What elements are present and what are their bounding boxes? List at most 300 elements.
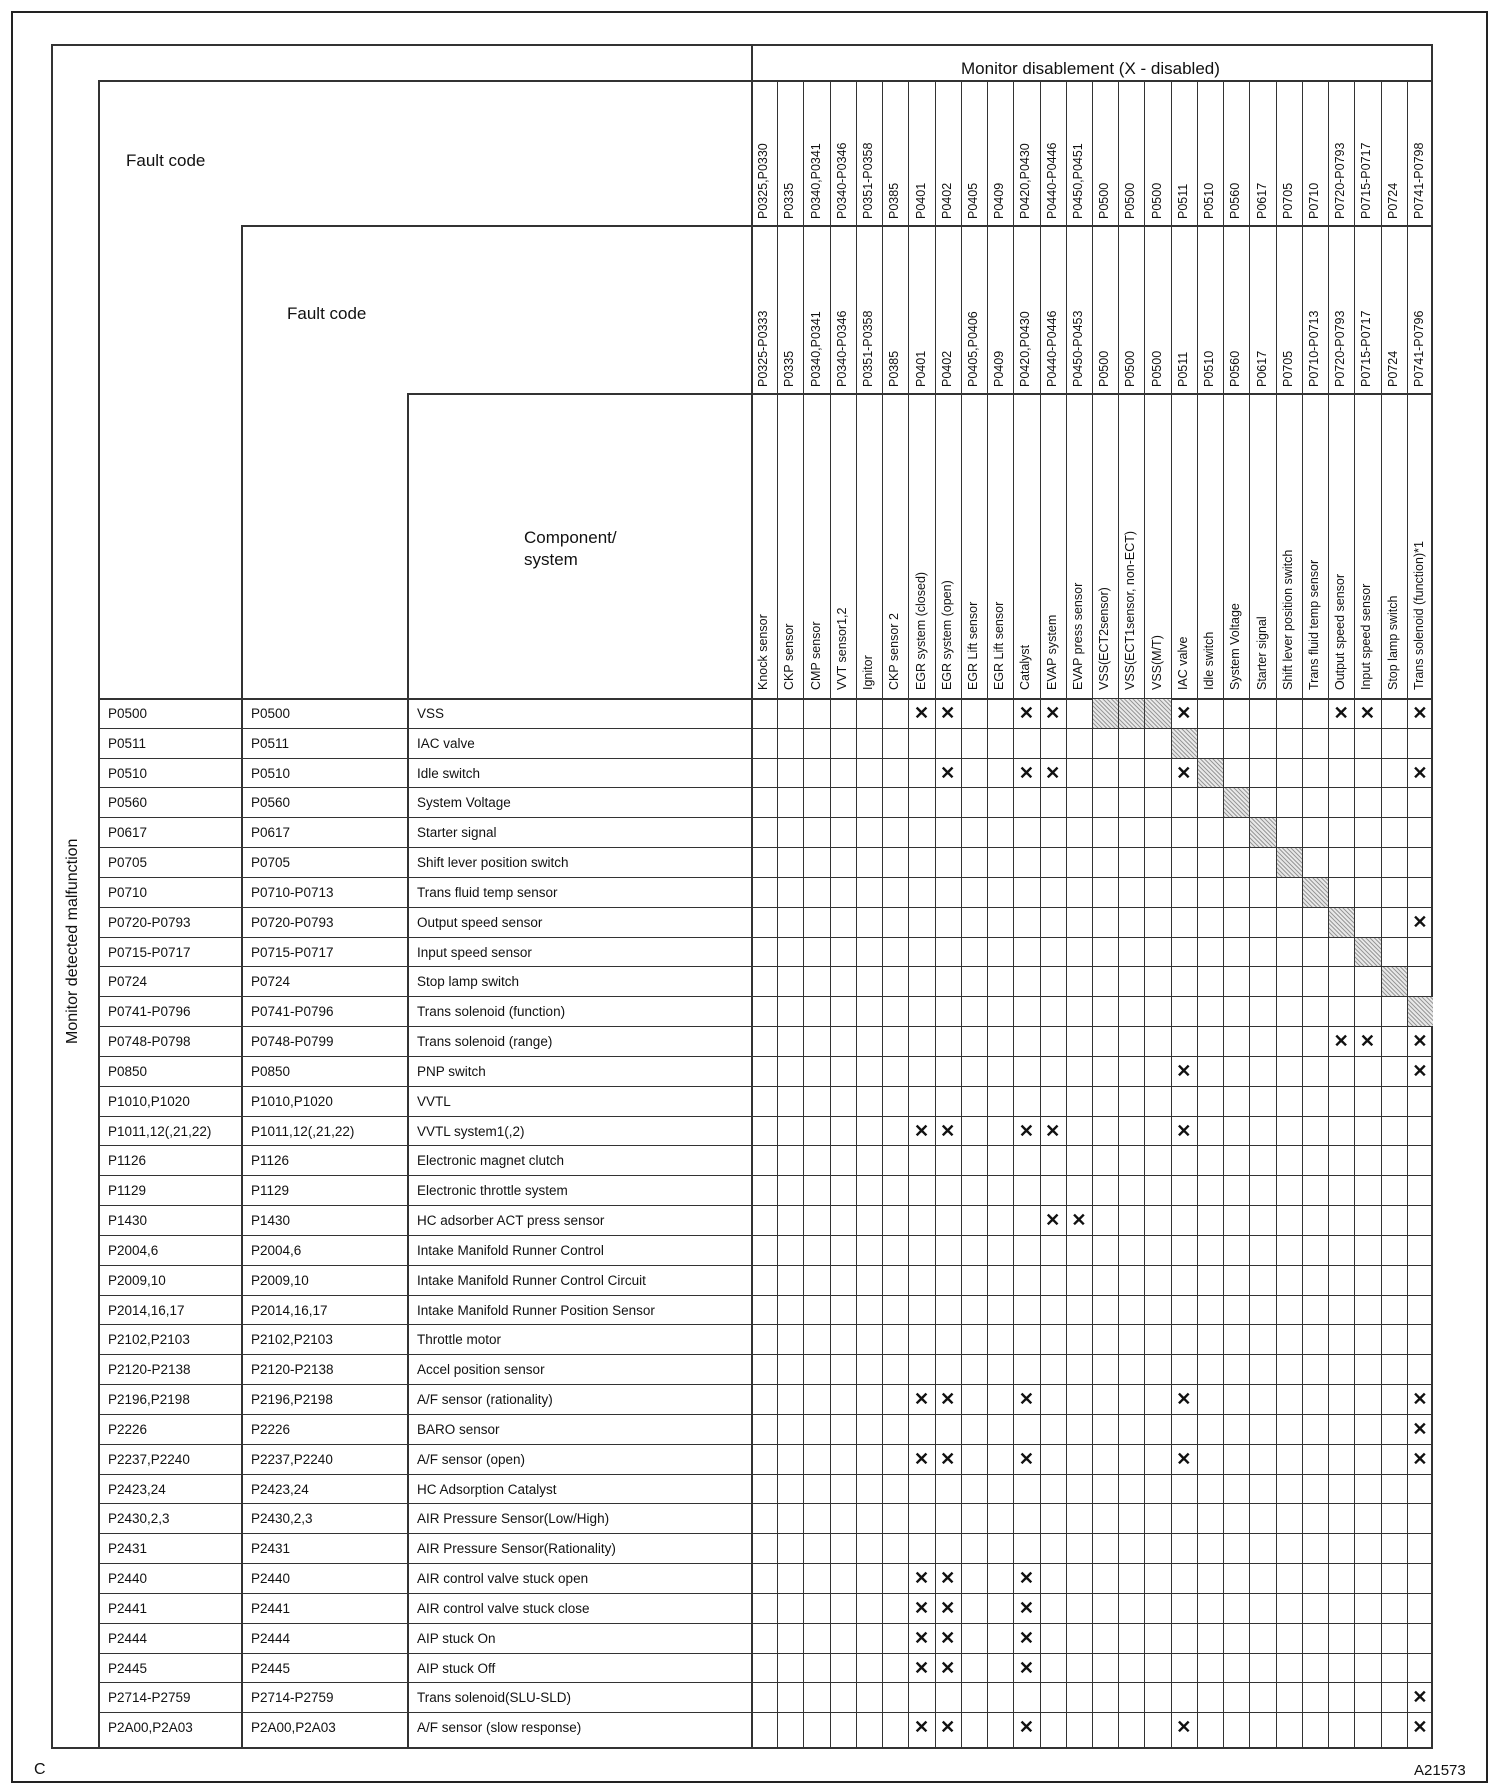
disabled-x-mark: ✕ [1176, 703, 1192, 723]
monitor-column-divider [1118, 80, 1119, 1749]
row-divider [98, 877, 1433, 878]
disabled-x-mark: ✕ [1176, 1448, 1192, 1469]
column-code-mid: P0325-P0333 [756, 310, 771, 387]
row-divider [98, 966, 1433, 967]
column-code-mid: P0385 [887, 350, 902, 387]
table-border-bottom [51, 1747, 1433, 1749]
disabled-x-mark: ✕ [1176, 1717, 1192, 1738]
column-code-top: P0741-P0798 [1411, 142, 1426, 219]
row-fault-code-2: P2430,2,3 [251, 1511, 313, 1527]
row-fault-code-1: P2120-P2138 [108, 1362, 191, 1378]
column-code-top: P0510 [1202, 182, 1217, 219]
row-component: Intake Manifold Runner Control [417, 1242, 604, 1258]
disabled-x-mark: ✕ [1018, 703, 1034, 723]
row-component: VSS [417, 706, 445, 721]
row-fault-code-2: P0617 [251, 825, 291, 841]
monitor-column-divider [961, 80, 962, 1749]
monitor-column-divider [935, 80, 936, 1749]
divider-component-left [407, 393, 409, 1749]
disabled-x-mark: ✕ [1412, 703, 1428, 723]
row-fault-code-2: P2120-P2138 [251, 1362, 334, 1378]
row-divider [98, 1086, 1433, 1087]
row-fault-code-2: P2004,6 [251, 1242, 302, 1258]
row-component: AIR control valve stuck close [417, 1600, 590, 1616]
row-divider [98, 728, 1433, 729]
column-code-mid: P0340,P0341 [808, 311, 823, 387]
column-code-mid: P0715-P0717 [1359, 310, 1374, 387]
self-monitor-cell [1382, 967, 1407, 996]
monitor-column-divider [1276, 80, 1277, 1749]
row-component: System Voltage [417, 795, 511, 811]
column-code-top: P0617 [1254, 182, 1269, 219]
row-fault-code-1: P2444 [108, 1630, 148, 1646]
row-fault-code-1: P2226 [108, 1421, 148, 1437]
monitor-disablement-table [51, 44, 1433, 1749]
row-component: Electronic throttle system [417, 1183, 568, 1199]
row-fault-code-1: P0510 [108, 765, 148, 781]
table-border-top [51, 44, 1433, 46]
row-divider [98, 1682, 1433, 1683]
row-divider [98, 1295, 1433, 1296]
row-component: Stop lamp switch [417, 974, 520, 990]
disabled-x-mark: ✕ [940, 762, 956, 783]
row-fault-code-1: P2440 [108, 1571, 148, 1587]
column-code-top: P0705 [1280, 182, 1295, 219]
row-divider [98, 1116, 1433, 1117]
disabled-x-mark: ✕ [1045, 762, 1061, 783]
row-divider [98, 758, 1433, 759]
disabled-x-mark: ✕ [1412, 1060, 1428, 1081]
column-component: EGR Lift sensor [965, 601, 980, 690]
row-divider [98, 1145, 1433, 1146]
disabled-x-mark: ✕ [1412, 1687, 1428, 1708]
row-component: Shift lever position switch [417, 855, 569, 871]
column-component: IAC valve [1175, 636, 1190, 690]
column-code-top: P0335 [782, 182, 797, 219]
disabled-x-mark: ✕ [1018, 1389, 1034, 1410]
self-monitor-cell [1408, 997, 1433, 1026]
row-fault-code-1: P2004,6 [108, 1242, 159, 1258]
self-monitor-cell [1198, 759, 1223, 788]
row-component: Accel position sensor [417, 1362, 545, 1378]
column-code-mid: P0340-P0346 [834, 310, 849, 387]
monitor-column-divider [1381, 80, 1382, 1749]
monitor-column-divider [1040, 80, 1041, 1749]
row-fault-code-1: P0511 [108, 735, 147, 751]
row-component: Intake Manifold Runner Control Circuit [417, 1272, 646, 1288]
row-component: VVTL system1(,2) [417, 1123, 525, 1139]
column-component: EVAP system [1044, 614, 1059, 690]
monitor-column-divider [882, 80, 883, 1749]
row-fault-code-1: P0617 [108, 825, 148, 841]
row-divider [98, 1354, 1433, 1355]
row-component: AIP stuck Off [417, 1660, 496, 1676]
row-fault-code-1: P0724 [108, 974, 148, 990]
disabled-x-mark: ✕ [1018, 1657, 1034, 1678]
column-code-mid: P0409 [992, 350, 1007, 387]
row-fault-code-2: P2014,16,17 [251, 1302, 328, 1318]
row-divider [98, 1205, 1433, 1206]
disabled-x-mark: ✕ [1045, 1120, 1061, 1141]
component-system-header: Component/ system [524, 528, 617, 570]
column-code-top: P0715-P0717 [1359, 142, 1374, 219]
column-code-top: P0385 [887, 182, 902, 219]
disabled-x-mark: ✕ [1412, 1418, 1428, 1439]
row-fault-code-1: P2196,P2198 [108, 1392, 190, 1408]
row-component: Trans fluid temp sensor [417, 884, 558, 900]
row-fault-code-1: P0850 [108, 1063, 148, 1079]
row-fault-code-2: P0715-P0717 [251, 944, 334, 960]
row-fault-code-2: P0500 [251, 706, 291, 721]
row-fault-code-1: P1126 [108, 1153, 147, 1169]
row-component: A/F sensor (slow response) [417, 1720, 582, 1736]
divider-inner-left [98, 80, 100, 1749]
column-code-mid: P0560 [1228, 350, 1243, 387]
column-code-top: P0325,P0330 [756, 143, 771, 219]
row-divider [98, 1474, 1433, 1475]
disabled-x-mark: ✕ [940, 1657, 956, 1678]
monitor-column-divider [1249, 80, 1250, 1749]
disabled-x-mark: ✕ [1333, 703, 1349, 723]
row-fault-code-1: P2430,2,3 [108, 1511, 170, 1527]
column-component: VSS(ECT2sensor) [1097, 587, 1112, 690]
disabled-x-mark: ✕ [1018, 1120, 1034, 1141]
row-component: PNP switch [417, 1063, 486, 1079]
divider-monitor-left [751, 44, 753, 1749]
row-component: AIP stuck On [417, 1630, 496, 1646]
row-divider [98, 1265, 1433, 1266]
self-monitor-cell [1303, 878, 1328, 907]
disabled-x-mark: ✕ [1045, 1210, 1061, 1231]
column-component: CMP sensor [808, 621, 823, 690]
disabled-x-mark: ✕ [1071, 1210, 1087, 1231]
column-code-mid: P0500 [1149, 350, 1164, 387]
row-component: Idle switch [417, 765, 481, 781]
disabled-x-mark: ✕ [1412, 1389, 1428, 1410]
monitor-column-divider [803, 80, 804, 1749]
monitor-column-divider [1354, 80, 1355, 1749]
column-code-top: P0710 [1306, 182, 1321, 219]
row-divider [98, 1414, 1433, 1415]
row-component: HC Adsorption Catalyst [417, 1481, 557, 1497]
column-component: Output speed sensor [1333, 573, 1348, 690]
row-fault-code-2: P0724 [251, 974, 291, 990]
column-component: EVAP press sensor [1070, 582, 1085, 690]
table-border-right [1431, 44, 1433, 1749]
row-fault-code-2: P1126 [251, 1153, 290, 1169]
row-divider [98, 1712, 1433, 1713]
monitor-column-divider [1197, 80, 1198, 1749]
column-code-mid: P0420,P0430 [1018, 311, 1033, 387]
column-component: Knock sensor [756, 614, 771, 690]
monitor-detected-malfunction-label: Monitor detected malfunction [64, 838, 81, 1044]
row-divider [98, 1444, 1433, 1445]
row-component: Input speed sensor [417, 944, 532, 960]
column-code-mid: P0405,P0406 [965, 311, 980, 387]
divider-data-top [98, 698, 1433, 700]
row-component: A/F sensor (rationality) [417, 1392, 553, 1408]
row-component: AIR Pressure Sensor(Low/High) [417, 1511, 610, 1527]
row-component: Trans solenoid (range) [417, 1034, 553, 1050]
column-component: VSS(ECT1sensor, non-ECT) [1123, 530, 1138, 690]
row-fault-code-1: P0560 [108, 795, 148, 811]
column-code-top: P0724 [1385, 182, 1400, 219]
row-divider [98, 937, 1433, 938]
row-fault-code-1: P2714-P2759 [108, 1690, 191, 1706]
row-fault-code-2: P1011,12(,21,22) [251, 1123, 355, 1139]
row-divider [98, 907, 1433, 908]
self-monitor-cell [1093, 699, 1118, 728]
column-code-top: P0340-P0346 [834, 142, 849, 219]
disabled-x-mark: ✕ [1018, 1597, 1034, 1618]
row-fault-code-2: P0560 [251, 795, 291, 811]
divider-header-top [98, 80, 1433, 82]
column-code-top: P0401 [913, 182, 928, 219]
row-component: BARO sensor [417, 1421, 500, 1437]
figure-id-right: A21573 [1414, 1762, 1466, 1779]
row-fault-code-1: P2237,P2240 [108, 1451, 190, 1467]
row-fault-code-2: P2444 [251, 1630, 291, 1646]
monitor-column-divider [1302, 80, 1303, 1749]
column-code-mid: P0500 [1123, 350, 1138, 387]
row-fault-code-2: P2196,P2198 [251, 1392, 333, 1408]
self-monitor-cell [1277, 848, 1302, 877]
column-component: CKP sensor [782, 623, 797, 690]
disabled-x-mark: ✕ [913, 1120, 930, 1141]
column-code-mid: P0617 [1254, 350, 1269, 387]
row-fault-code-2: P2440 [251, 1571, 291, 1587]
column-code-mid: P0440-P0446 [1044, 310, 1059, 387]
row-divider [98, 1235, 1433, 1236]
column-code-mid: P0351-P0358 [861, 310, 876, 387]
disabled-x-mark: ✕ [1176, 762, 1192, 783]
column-component: Input speed sensor [1359, 583, 1374, 690]
row-component: Trans solenoid(SLU-SLD) [417, 1690, 572, 1706]
row-divider [98, 847, 1433, 848]
row-fault-code-1: P2009,10 [108, 1272, 166, 1288]
row-component: Throttle motor [417, 1332, 502, 1348]
disabled-x-mark: ✕ [1176, 1120, 1192, 1141]
disabled-x-mark: ✕ [913, 1627, 930, 1648]
row-fault-code-2: P2102,P2103 [251, 1332, 333, 1348]
disabled-x-mark: ✕ [940, 1597, 956, 1618]
column-component: EGR Lift sensor [992, 601, 1007, 690]
disabled-x-mark: ✕ [1018, 1568, 1034, 1589]
column-code-mid: P0705 [1280, 350, 1295, 387]
row-divider [98, 1593, 1433, 1594]
row-divider [98, 996, 1433, 997]
disabled-x-mark: ✕ [913, 1597, 930, 1618]
disabled-x-mark: ✕ [940, 1568, 956, 1589]
disabled-x-mark: ✕ [913, 1717, 930, 1738]
column-component: VSS(M/T) [1149, 635, 1164, 690]
column-component: Trans fluid temp sensor [1306, 559, 1321, 690]
column-component: Idle switch [1202, 631, 1217, 690]
row-fault-code-1: P0705 [108, 855, 148, 871]
disabled-x-mark: ✕ [1018, 1448, 1034, 1469]
disabled-x-mark: ✕ [1359, 703, 1375, 723]
monitor-disablement-title: Monitor disablement (X - disabled) [961, 59, 1220, 78]
disabled-x-mark: ✕ [940, 1389, 956, 1410]
row-fault-code-1: P0720-P0793 [108, 914, 191, 930]
row-fault-code-1: P2441 [108, 1600, 148, 1616]
row-fault-code-1: P1011,12(,21,22) [108, 1123, 212, 1139]
row-fault-code-2: P0850 [251, 1063, 291, 1079]
row-fault-code-1: P1430 [108, 1213, 148, 1229]
disabled-x-mark: ✕ [1045, 703, 1061, 723]
disabled-x-mark: ✕ [940, 1448, 956, 1469]
row-fault-code-2: P0705 [251, 855, 291, 871]
row-fault-code-2: P0720-P0793 [251, 914, 334, 930]
column-code-top: P0405 [965, 182, 980, 219]
figure-label-left: C [34, 1761, 46, 1778]
self-monitor-cell [1172, 729, 1197, 758]
column-component: EGR system (closed) [913, 571, 928, 690]
row-fault-code-2: P0510 [251, 765, 291, 781]
row-fault-code-1: P2423,24 [108, 1481, 166, 1497]
monitor-column-divider [1013, 80, 1014, 1749]
row-fault-code-2: P2A00,P2A03 [251, 1720, 336, 1736]
row-component: Trans solenoid (function) [417, 1004, 566, 1020]
column-component: System Voltage [1228, 603, 1243, 690]
row-fault-code-2: P2441 [251, 1600, 291, 1616]
row-fault-code-1: P0710 [108, 884, 148, 900]
row-fault-code-1: P2445 [108, 1660, 148, 1676]
row-fault-code-1: P1129 [108, 1183, 147, 1199]
column-code-top: P0440-P0446 [1044, 142, 1059, 219]
disabled-x-mark: ✕ [940, 1627, 956, 1648]
column-code-top: P0720-P0793 [1333, 142, 1348, 219]
row-fault-code-1: P0500 [108, 706, 148, 721]
column-code-top: P0500 [1149, 182, 1164, 219]
column-code-mid: P0450-P0453 [1070, 310, 1085, 387]
row-divider [98, 1175, 1433, 1176]
row-component: Electronic magnet clutch [417, 1153, 565, 1169]
disabled-x-mark: ✕ [913, 1568, 930, 1589]
row-component: AIR control valve stuck open [417, 1571, 589, 1587]
self-monitor-cell [1145, 699, 1170, 728]
disabled-x-mark: ✕ [913, 1389, 930, 1410]
disabled-x-mark: ✕ [940, 1717, 956, 1738]
row-fault-code-1: P0741-P0796 [108, 1004, 191, 1020]
column-component: EGR system (open) [939, 580, 954, 690]
row-fault-code-2: P2431 [251, 1541, 291, 1557]
column-component: Catalyst [1018, 644, 1033, 690]
row-divider [98, 1384, 1433, 1385]
row-fault-code-1: P0715-P0717 [108, 944, 191, 960]
divider-row3-top [407, 393, 1433, 395]
column-code-top: P0560 [1228, 182, 1243, 219]
monitor-column-divider [856, 80, 857, 1749]
self-monitor-cell [1329, 908, 1354, 937]
row-divider [98, 1563, 1433, 1564]
disabled-x-mark: ✕ [1176, 1060, 1192, 1081]
fault-code-header-top: Fault code [126, 151, 206, 170]
disabled-x-mark: ✕ [913, 1448, 930, 1469]
disabled-x-mark: ✕ [913, 1657, 930, 1678]
disabled-x-mark: ✕ [1359, 1031, 1375, 1052]
row-fault-code-2: P2423,24 [251, 1481, 309, 1497]
row-fault-code-2: P2445 [251, 1660, 291, 1676]
row-component: VVTL [417, 1093, 451, 1109]
column-component: Stop lamp switch [1385, 595, 1400, 690]
column-code-mid: P0402 [939, 350, 954, 387]
disabled-x-mark: ✕ [1412, 1448, 1428, 1469]
row-divider [98, 1623, 1433, 1624]
column-component: Shift lever position switch [1280, 549, 1295, 690]
row-fault-code-2: P2009,10 [251, 1272, 309, 1288]
row-component: Starter signal [417, 825, 497, 841]
monitor-column-divider [908, 80, 909, 1749]
row-divider [98, 817, 1433, 818]
row-divider [98, 1324, 1433, 1325]
row-fault-code-1: P0748-P0798 [108, 1034, 191, 1050]
disabled-x-mark: ✕ [1018, 1717, 1034, 1738]
column-code-mid: P0335 [782, 350, 797, 387]
column-code-mid: P0511 [1175, 351, 1190, 387]
column-component: VVT sensor1,2 [834, 607, 849, 690]
monitor-column-divider [777, 80, 778, 1749]
row-divider [98, 1533, 1433, 1534]
row-component: Intake Manifold Runner Position Sensor [417, 1302, 655, 1318]
column-component: Trans solenoid (function)*1 [1411, 541, 1426, 690]
column-component: CKP sensor 2 [887, 613, 902, 690]
row-fault-code-2: P1430 [251, 1213, 291, 1229]
self-monitor-cell [1224, 788, 1249, 817]
disabled-x-mark: ✕ [940, 1120, 956, 1141]
disabled-x-mark: ✕ [913, 703, 930, 723]
column-code-mid: P0724 [1385, 350, 1400, 387]
row-fault-code-2: P1129 [251, 1183, 290, 1199]
disabled-x-mark: ✕ [940, 703, 956, 723]
table-border-left [51, 44, 53, 1749]
row-fault-code-2: P0710-P0713 [251, 884, 334, 900]
row-component: A/F sensor (open) [417, 1451, 526, 1467]
row-fault-code-2: P2226 [251, 1421, 291, 1437]
disabled-x-mark: ✕ [1412, 1717, 1428, 1738]
monitor-column-divider [1171, 80, 1172, 1749]
row-component: IAC valve [417, 735, 475, 751]
disabled-x-mark: ✕ [1412, 762, 1428, 783]
column-code-mid: P0510 [1202, 350, 1217, 387]
column-code-top: P0409 [992, 182, 1007, 219]
row-fault-code-1: P2102,P2103 [108, 1332, 190, 1348]
monitor-column-divider [1066, 80, 1067, 1749]
self-monitor-cell [1355, 938, 1380, 967]
row-component: Output speed sensor [417, 914, 543, 930]
column-code-top: P0511 [1175, 183, 1190, 219]
disabled-x-mark: ✕ [1176, 1389, 1192, 1410]
disabled-x-mark: ✕ [1018, 762, 1034, 783]
row-component: HC adsorber ACT press sensor [417, 1213, 605, 1229]
column-code-top: P0351-P0358 [861, 142, 876, 219]
column-code-mid: P0500 [1097, 350, 1112, 387]
self-monitor-cell [1119, 699, 1144, 728]
disabled-x-mark: ✕ [1412, 911, 1428, 932]
monitor-column-divider [830, 80, 831, 1749]
row-divider [98, 1056, 1433, 1057]
row-fault-code-1: P1010,P1020 [108, 1093, 190, 1109]
disabled-x-mark: ✕ [1333, 1031, 1349, 1052]
row-fault-code-1: P2A00,P2A03 [108, 1720, 193, 1736]
disabled-x-mark: ✕ [1412, 1031, 1428, 1052]
row-fault-code-2: P0741-P0796 [251, 1004, 334, 1020]
column-code-top: P0402 [939, 182, 954, 219]
row-fault-code-1: P2431 [108, 1541, 148, 1557]
row-component: AIR Pressure Sensor(Rationality) [417, 1541, 616, 1557]
monitor-column-divider [1223, 80, 1224, 1749]
column-code-mid: P0720-P0793 [1333, 310, 1348, 387]
